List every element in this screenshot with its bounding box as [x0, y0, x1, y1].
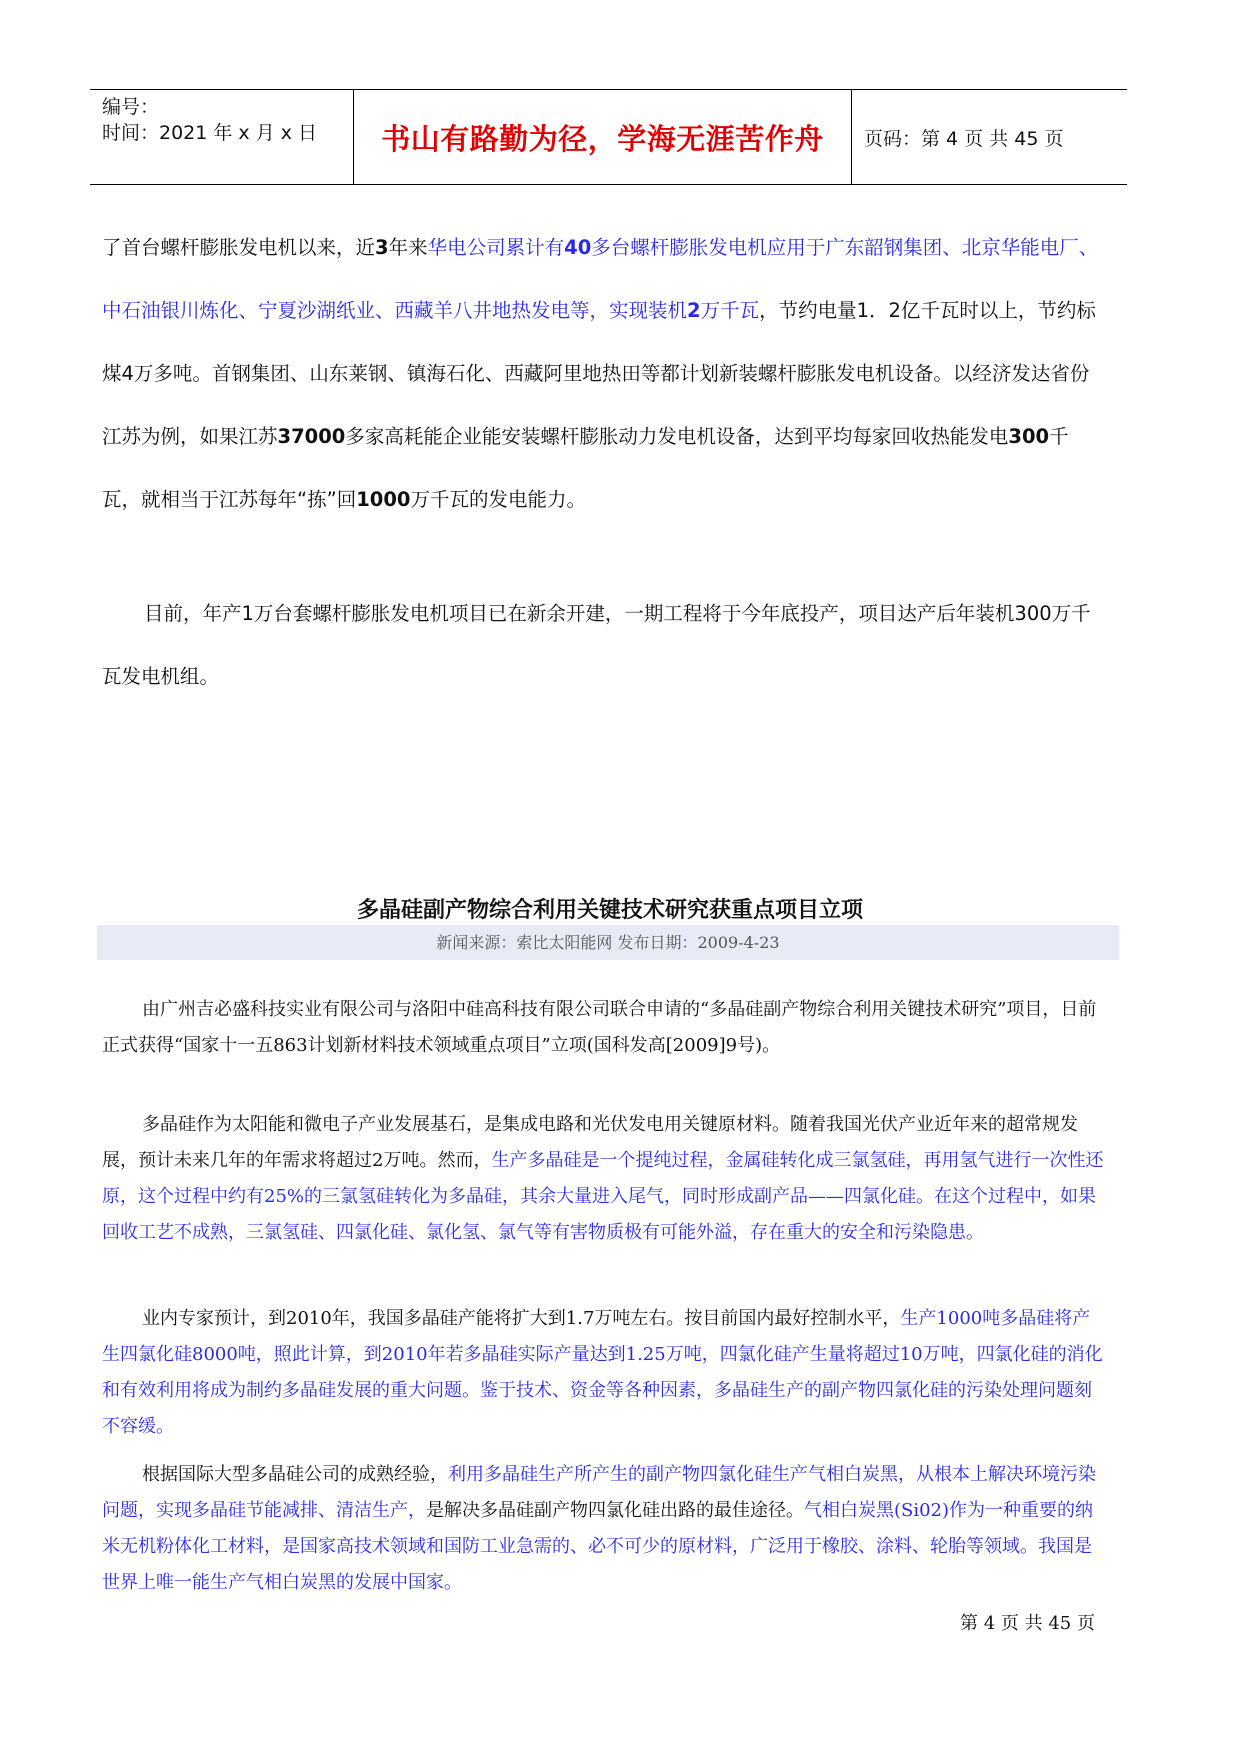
text-run: 37000: [277, 425, 346, 448]
highlight-run: 多台螺杆膨胀发电机应用于广东韶钢集团、北京华能电厂、中石油银川炼化、宁夏沙湖纸业、西藏羊八井地热发电等，实现装机: [102, 236, 1099, 322]
highlight-run: 2: [687, 299, 701, 322]
highlight-run: 利用多晶硅生产所产生的副产物四氯化硅生产气相白炭黑，从根本上解决环境污染问题，实现多晶硅节能减排、清洁生产，: [102, 1464, 1096, 1521]
news-paragraph-3: [102, 1301, 1107, 1445]
highlight-run: 气相白炭黑(Si02)作为一种重要的纳米无机粉体化工材料，是国家高技术领域和国防工业急需的、必不可少的原材料，广泛用于橡胶、涂料、轮胎等领域。我国是世界上唯一能生产气相白炭黑的发展中国家。: [102, 1500, 1094, 1593]
header-page-code: 页码：第 4 页 共 45 页: [864, 127, 1064, 150]
highlight-run: 生产多晶硅是一个提纯过程，金属硅转化成三氯氢硅，再用氢气进行一次性还原，这个过程中约有25%的三氯氢硅转化为多晶硅，其余大量进入尾气，同时形成副产品——四氯化硅。在这个过程中，如果回收工艺不成熟，三氯氢硅、四氯化硅、氯化氢、氯气等有害物质极有可能外溢，存在重大的安全和污染隐患。: [102, 1150, 1104, 1243]
news-paragraph-2: [102, 1107, 1107, 1251]
text-run: 1000: [356, 488, 411, 511]
paragraph-text: 多晶硅作为太阳能和微电子产业发展基石，是集成电路和光伏发电用关键原材料。随着我国光伏产业近年来的超常规发展，预计未来几年的年需求将超过2万吨。然而，: [102, 1114, 1078, 1171]
highlight-run: 华电公司累计有: [427, 236, 565, 259]
paragraph-text: 根据国际大型多晶硅公司的成熟经验，: [142, 1464, 448, 1485]
body-paragraph-1: [102, 216, 1107, 531]
page-footer: 第 4 页 共 45 页: [960, 1613, 1095, 1634]
body-paragraph-2: [102, 582, 1107, 708]
header-left-cell: [90, 90, 354, 184]
page-header: [90, 89, 1127, 185]
paragraph-text: 由广州吉必盛科技实业有限公司与洛阳中硅高科技有限公司联合申请的“多晶硅副产物综合利用关键技术研究”项目，日前正式获得“国家十一五863计划新材料技术领域重点项目”立项(国科发高[2009]9号)。: [102, 999, 1097, 1056]
document-time-label: 时间：2021 年 x 月 x 日: [102, 122, 318, 144]
paragraph-text: 是解决多晶硅副产物四氯化硅出路的最佳途径。: [426, 1500, 804, 1521]
text-run: 了首台螺杆膨胀发电机以来，近: [102, 236, 376, 259]
text-run: 万千瓦的发电能力。: [410, 488, 587, 511]
header-page-cell: [852, 90, 1127, 184]
news-meta: 新闻来源：索比太阳能网 发布日期：2009-4-23: [436, 933, 780, 952]
paragraph-text: 目前，年产1万台套螺杆膨胀发电机项目已在新余开建，一期工程将于今年底投产，项目达产后年装机300万千瓦发电机组。: [102, 602, 1091, 688]
highlight-run: 万千瓦: [700, 299, 760, 322]
header-motto-cell: [354, 90, 852, 184]
header-motto: 书山有路勤为径，学海无涯苦作舟: [381, 121, 824, 156]
news-title: 多晶硅副产物综合利用关键技术研究获重点项目立项: [356, 898, 863, 923]
text-run: 多家高耗能企业能安装螺杆膨胀动力发电机设备，达到平均每家回收热能发电: [345, 425, 1009, 448]
document-number-label: 编号：: [102, 96, 160, 118]
text-run: ，节约电量1．2亿千瓦时以上，节约标煤4万多吨。首钢集团、山东莱钢、镇海石化、西藏阿里地热田等都计划新装螺杆膨胀发电机设备。以经济发达省份江苏为例，如果江苏: [102, 299, 1096, 448]
highlight-run: 生产1000吨多晶硅将产生四氯化硅8000吨，照此计算，到2010年若多晶硅实际产量达到1.25万吨，四氯化硅产生量将超过10万吨，四氯化硅的消化和有效利用将成为制约多晶硅发展的重大问题。鉴于技术、资金等各种因素，多晶硅生产的副产物四氯化硅的污染处理问题刻不容缓。: [102, 1308, 1103, 1437]
paragraph-text: 业内专家预计，到2010年，我国多晶硅产能将扩大到1.7万吨左右。按目前国内最好控制水平，: [142, 1308, 901, 1329]
text-run: 千瓦，就相当于江苏每年“拣”回: [102, 425, 1069, 511]
text-run: 3: [375, 236, 389, 259]
text-run: 年来: [388, 236, 428, 259]
news-paragraph-4: [102, 1457, 1107, 1601]
text-run: 300: [1008, 425, 1050, 448]
highlight-run: 40: [564, 236, 592, 259]
news-paragraph-1: [102, 992, 1107, 1064]
